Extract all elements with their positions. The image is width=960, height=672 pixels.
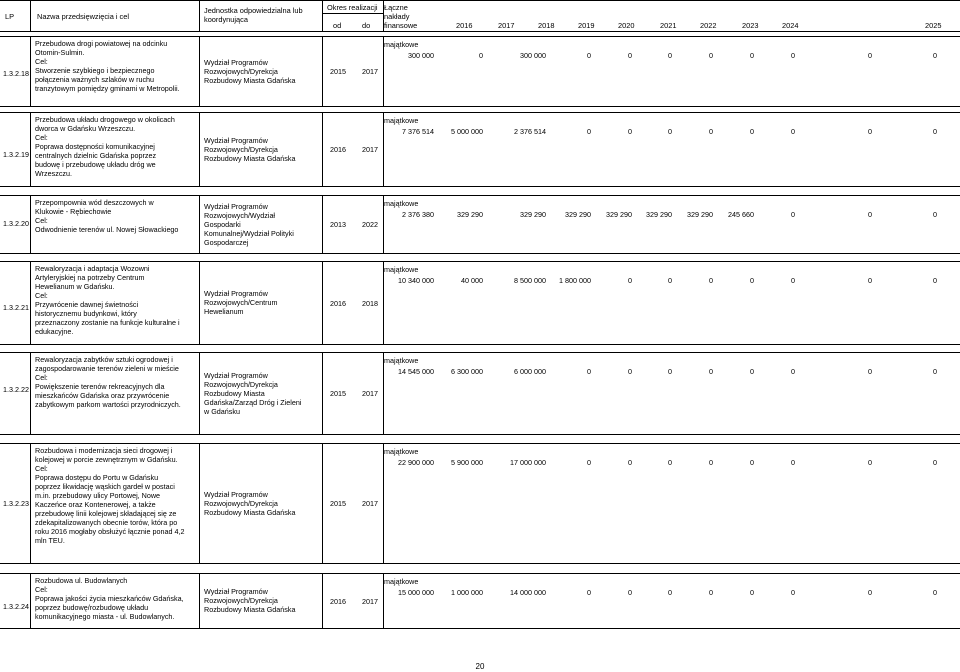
unit-line: Rozwojowych/Dyrekcja xyxy=(204,380,278,389)
task-description-line: Hewelianum w Gdańsku. xyxy=(35,282,115,291)
row-rule xyxy=(0,261,960,262)
year-value: 6 300 000 xyxy=(451,367,483,376)
task-description-line: Otomin-Sulmin. xyxy=(35,48,85,57)
year-value: 0 xyxy=(868,367,872,376)
unit-line: Wydział Programów xyxy=(204,289,268,298)
unit-line: Rozwojowych/Dyrekcja xyxy=(204,499,278,508)
task-description-line: Poprawa dostępu do Portu w Gdańsku xyxy=(35,473,159,482)
unit-line: Rozwojowych/Dyrekcja xyxy=(204,67,278,76)
total-value: 22 900 000 xyxy=(398,458,434,467)
task-description-line: budowę i przebudowę układu dróg we xyxy=(35,160,156,169)
year-value: 0 xyxy=(933,588,937,597)
start-year: 2015 xyxy=(330,499,346,508)
task-description-line: kolejowej w porcie zewnętrznym w Gdańsku. xyxy=(35,455,178,464)
year-value: 0 xyxy=(750,588,754,597)
header-total: Łączne nakłady finansowe xyxy=(384,3,418,30)
row-lp: 1.3.2.23 xyxy=(3,499,29,508)
year-value: 245 660 xyxy=(728,210,754,219)
unit-line: Gdańska/Zarząd Dróg i Zieleni xyxy=(204,398,302,407)
col-divider xyxy=(322,36,323,106)
year-value: 8 500 000 xyxy=(514,276,546,285)
year-value: 0 xyxy=(791,127,795,136)
unit-line: Wydział Programów xyxy=(204,58,268,67)
header-year: 2017 xyxy=(498,21,515,30)
start-year: 2016 xyxy=(330,597,346,606)
unit-line: Rozbudowy Miasta Gdańska xyxy=(204,508,296,517)
end-year: 2017 xyxy=(362,389,378,398)
row-rule xyxy=(0,195,960,196)
year-value: 6 000 000 xyxy=(514,367,546,376)
year-value: 0 xyxy=(668,588,672,597)
task-description-line: zagospodarowanie terenów zieleni w mieście xyxy=(35,364,179,373)
col-divider xyxy=(199,573,200,628)
task-description-line: poprzez likwidację wąskich gardeł w postaci xyxy=(35,482,175,491)
year-value: 5 900 000 xyxy=(451,458,483,467)
task-description-line: Przywrócenie dawnej świetności xyxy=(35,300,139,309)
task-description-line: Cel: xyxy=(35,216,48,225)
end-year: 2018 xyxy=(362,299,378,308)
cost-type: majątkowe xyxy=(384,265,419,274)
unit-line: Rozbudowy Miasta Gdańska xyxy=(204,76,296,85)
year-value: 0 xyxy=(868,210,872,219)
task-description-line: Artyleryjskiej na potrzeby Centrum xyxy=(35,273,145,282)
col-divider xyxy=(30,352,31,434)
unit-line: Rozwojowych/Wydział xyxy=(204,211,276,220)
task-description-line: Klukowie - Rębiechowie xyxy=(35,207,112,216)
year-value: 14 000 000 xyxy=(510,588,546,597)
row-rule xyxy=(0,443,960,444)
unit-line: Rozbudowy Miasta xyxy=(204,389,265,398)
task-description-line: mln TEU. xyxy=(35,536,65,545)
year-value: 0 xyxy=(668,51,672,60)
end-year: 2017 xyxy=(362,145,378,154)
task-description-line: poprzez budowę/rozbudowę układu xyxy=(35,603,149,612)
task-description-line: Wrzeszczu. xyxy=(35,169,73,178)
row-lp: 1.3.2.19 xyxy=(3,150,29,159)
period-rule xyxy=(322,13,383,14)
header-bottom-rule xyxy=(0,31,960,32)
year-value: 0 xyxy=(709,127,713,136)
unit-line: Rozbudowy Miasta Gdańska xyxy=(204,154,296,163)
task-description-line: historycznemu budynkowi, który xyxy=(35,309,137,318)
year-value: 0 xyxy=(868,51,872,60)
row-rule xyxy=(0,573,960,574)
header-year: 2024 xyxy=(782,21,799,30)
row-rule xyxy=(0,563,960,564)
year-value: 0 xyxy=(628,367,632,376)
start-year: 2016 xyxy=(330,299,346,308)
year-value: 0 xyxy=(933,367,937,376)
year-value: 329 290 xyxy=(457,210,483,219)
year-value: 0 xyxy=(479,51,483,60)
year-value: 0 xyxy=(933,276,937,285)
header-task-name: Nazwa przedsięwzięcia i cel xyxy=(37,12,130,21)
task-title: Rozbudowa i modernizacja sieci drogowej i xyxy=(35,446,173,455)
col-divider xyxy=(322,261,323,344)
year-value: 329 290 xyxy=(565,210,591,219)
col-divider xyxy=(30,443,31,563)
total-value: 2 376 380 xyxy=(402,210,434,219)
col-divider xyxy=(30,36,31,106)
year-value: 329 290 xyxy=(606,210,632,219)
year-value: 0 xyxy=(628,458,632,467)
col-divider xyxy=(322,195,323,253)
year-value: 0 xyxy=(668,127,672,136)
header-year: 2023 xyxy=(742,21,759,30)
cost-type: majątkowe xyxy=(384,199,419,208)
task-title: Rozbudowa ul. Budowlanych xyxy=(35,576,128,585)
year-value: 0 xyxy=(668,458,672,467)
year-value: 0 xyxy=(668,276,672,285)
header-period: Okres realizacji xyxy=(327,3,378,12)
task-description-line: komunikacyjnego miasta - ul. Budowlanych. xyxy=(35,612,175,621)
year-value: 0 xyxy=(791,367,795,376)
year-value: 0 xyxy=(587,127,591,136)
start-year: 2015 xyxy=(330,67,346,76)
start-year: 2016 xyxy=(330,145,346,154)
task-description-line: Poprawa jakości życia mieszkańców Gdańska, xyxy=(35,594,184,603)
cost-type: majątkowe xyxy=(384,447,419,456)
total-value: 14 545 000 xyxy=(398,367,434,376)
row-rule xyxy=(0,344,960,345)
col-divider xyxy=(322,112,323,186)
unit-line: w Gdańsku xyxy=(204,407,240,416)
cost-type: majątkowe xyxy=(384,577,419,586)
year-value: 0 xyxy=(868,588,872,597)
unit-line: Wydział Programów xyxy=(204,587,268,596)
year-value: 0 xyxy=(933,127,937,136)
task-description-line: połączenia ważnych szlaków w ruchu xyxy=(35,75,155,84)
col-divider xyxy=(322,573,323,628)
end-year: 2017 xyxy=(362,597,378,606)
header-year: 2021 xyxy=(660,21,677,30)
year-value: 0 xyxy=(628,588,632,597)
year-value: 0 xyxy=(791,458,795,467)
task-title: Rewaloryzacja i adaptacja Wozowni xyxy=(35,264,150,273)
task-description-line: Cel: xyxy=(35,373,48,382)
header-from: od xyxy=(333,21,342,30)
year-value: 0 xyxy=(933,51,937,60)
row-lp: 1.3.2.21 xyxy=(3,303,29,312)
cost-type: majątkowe xyxy=(384,40,419,49)
cost-type: majątkowe xyxy=(384,356,419,365)
task-description-line: Odwodnienie terenów ul. Nowej Słowackiego xyxy=(35,225,179,234)
row-lp: 1.3.2.20 xyxy=(3,219,29,228)
row-rule xyxy=(0,352,960,353)
col-divider xyxy=(322,443,323,563)
year-value: 5 000 000 xyxy=(451,127,483,136)
year-value: 300 000 xyxy=(520,51,546,60)
col-divider xyxy=(30,573,31,628)
year-value: 0 xyxy=(709,588,713,597)
year-value: 0 xyxy=(709,51,713,60)
task-description-line: dworca w Gdańsku Wrzeszczu. xyxy=(35,124,136,133)
unit-line: Rozwojowych/Dyrekcja xyxy=(204,596,278,605)
col-divider xyxy=(199,443,200,563)
year-value: 0 xyxy=(750,367,754,376)
year-value: 0 xyxy=(668,367,672,376)
unit-line: Wydział Programów xyxy=(204,490,268,499)
row-rule xyxy=(0,106,960,107)
total-value: 7 376 514 xyxy=(402,127,434,136)
task-description-line: zdekapitalizowanych obecnie torów, która po xyxy=(35,518,178,527)
task-description-line: tranzytowym pomiędzy gminami w Metropolii. xyxy=(35,84,180,93)
task-title: Przebudowa drogi powiatowej na odcinku xyxy=(35,39,168,48)
task-title: Przepompownia wód deszczowych w xyxy=(35,198,154,207)
col-divider xyxy=(30,112,31,186)
row-lp: 1.3.2.22 xyxy=(3,385,29,394)
year-value: 0 xyxy=(628,276,632,285)
row-rule xyxy=(0,112,960,113)
task-description-line: Powiększenie terenów rekreacyjnych dla xyxy=(35,382,165,391)
unit-line: Wydział Programów xyxy=(204,371,268,380)
header-year: 2020 xyxy=(618,21,635,30)
col-divider xyxy=(199,0,200,31)
year-value: 0 xyxy=(587,51,591,60)
year-value: 0 xyxy=(868,276,872,285)
task-description-line: edukacyjne. xyxy=(35,327,74,336)
row-rule xyxy=(0,628,960,629)
col-divider xyxy=(199,195,200,253)
unit-line: Gospodarki xyxy=(204,220,241,229)
header-unit: Jednostka odpowiedzialna lub koordynująca xyxy=(204,6,303,24)
header-year: 2025 xyxy=(925,21,942,30)
header-year: 2019 xyxy=(578,21,595,30)
year-value: 0 xyxy=(791,51,795,60)
year-value: 2 376 514 xyxy=(514,127,546,136)
year-value: 0 xyxy=(587,367,591,376)
task-description-line: zabytkowym parkom wartości przyrodniczych. xyxy=(35,400,181,409)
year-value: 0 xyxy=(791,588,795,597)
year-value: 0 xyxy=(709,367,713,376)
header-year: 2018 xyxy=(538,21,555,30)
col-divider xyxy=(199,352,200,434)
end-year: 2022 xyxy=(362,220,378,229)
unit-line: Komunalnej/Wydział Polityki xyxy=(204,229,294,238)
year-value: 40 000 xyxy=(461,276,483,285)
year-value: 0 xyxy=(868,458,872,467)
col-divider xyxy=(30,195,31,253)
year-value: 1 000 000 xyxy=(451,588,483,597)
row-rule xyxy=(0,186,960,187)
col-divider xyxy=(199,36,200,106)
year-value: 0 xyxy=(791,276,795,285)
year-value: 329 290 xyxy=(646,210,672,219)
col-divider xyxy=(199,261,200,344)
year-value: 329 290 xyxy=(520,210,546,219)
row-rule xyxy=(0,434,960,435)
year-value: 0 xyxy=(791,210,795,219)
start-year: 2015 xyxy=(330,389,346,398)
unit-line: Hewelianum xyxy=(204,307,244,316)
task-description-line: centralnych dzielnic Gdańska poprzez xyxy=(35,151,157,160)
task-description-line: Poprawa dostępności komunikacyjnej xyxy=(35,142,155,151)
row-lp: 1.3.2.24 xyxy=(3,602,29,611)
year-value: 0 xyxy=(933,210,937,219)
year-value: 0 xyxy=(750,127,754,136)
task-description-line: Kaczeńce oraz Kontenerowej, a także xyxy=(35,500,156,509)
row-rule xyxy=(0,36,960,37)
year-value: 329 290 xyxy=(687,210,713,219)
unit-line: Rozbudowy Miasta Gdańska xyxy=(204,605,296,614)
end-year: 2017 xyxy=(362,499,378,508)
start-year: 2013 xyxy=(330,220,346,229)
col-divider xyxy=(30,0,31,31)
col-divider xyxy=(30,261,31,344)
header-to: do xyxy=(362,21,371,30)
task-description-line: przebudowę linii kolejowej składającej się ze xyxy=(35,509,177,518)
task-description-line: m.in. przebudowy ulicy Portowej, Nowe xyxy=(35,491,161,500)
task-description-line: Cel: xyxy=(35,464,48,473)
task-description-line: Stworzenie szybkiego i bezpiecznego xyxy=(35,66,155,75)
header-top-rule xyxy=(0,0,960,1)
total-value: 10 340 000 xyxy=(398,276,434,285)
task-description-line: roku 2016 mogłaby obsłużyć łącznie ponad 4,2 xyxy=(35,527,185,536)
year-value: 0 xyxy=(709,276,713,285)
year-value: 0 xyxy=(587,588,591,597)
task-description-line: Cel: xyxy=(35,585,48,594)
unit-line: Gospodarczej xyxy=(204,238,249,247)
year-value: 0 xyxy=(750,276,754,285)
end-year: 2017 xyxy=(362,67,378,76)
year-value: 0 xyxy=(709,458,713,467)
header-lp: LP xyxy=(5,12,15,21)
page-number: 20 xyxy=(475,662,485,671)
row-rule xyxy=(0,253,960,254)
unit-line: Wydział Programów xyxy=(204,202,268,211)
year-value: 0 xyxy=(628,51,632,60)
task-title: Rewaloryzacja zabytków sztuki ogrodowej i xyxy=(35,355,173,364)
header-year: 2016 xyxy=(456,21,473,30)
year-value: 0 xyxy=(628,127,632,136)
year-value: 0 xyxy=(587,458,591,467)
task-description-line: Cel: xyxy=(35,133,48,142)
col-divider xyxy=(383,0,384,31)
unit-line: Rozwojowych/Centrum xyxy=(204,298,278,307)
year-value: 0 xyxy=(750,458,754,467)
col-divider xyxy=(199,112,200,186)
year-value: 0 xyxy=(750,51,754,60)
total-value: 300 000 xyxy=(408,51,434,60)
row-lp: 1.3.2.18 xyxy=(3,69,29,78)
unit-line: Rozwojowych/Dyrekcja xyxy=(204,145,278,154)
year-value: 0 xyxy=(933,458,937,467)
unit-line: Wydział Programów xyxy=(204,136,268,145)
year-value: 1 800 000 xyxy=(559,276,591,285)
total-value: 15 000 000 xyxy=(398,588,434,597)
col-divider xyxy=(322,352,323,434)
task-description-line: Cel: xyxy=(35,291,48,300)
year-value: 0 xyxy=(868,127,872,136)
header-year: 2022 xyxy=(700,21,717,30)
task-title: Przebudowa układu drogowego w okolicach xyxy=(35,115,175,124)
task-description-line: Cel: xyxy=(35,57,48,66)
task-description-line: przeznaczony zostanie na funkcje kulturalne i xyxy=(35,318,180,327)
year-value: 17 000 000 xyxy=(510,458,546,467)
task-description-line: mieszkańców Gdańska oraz przywrócenie xyxy=(35,391,170,400)
col-divider xyxy=(322,0,323,31)
cost-type: majątkowe xyxy=(384,116,419,125)
